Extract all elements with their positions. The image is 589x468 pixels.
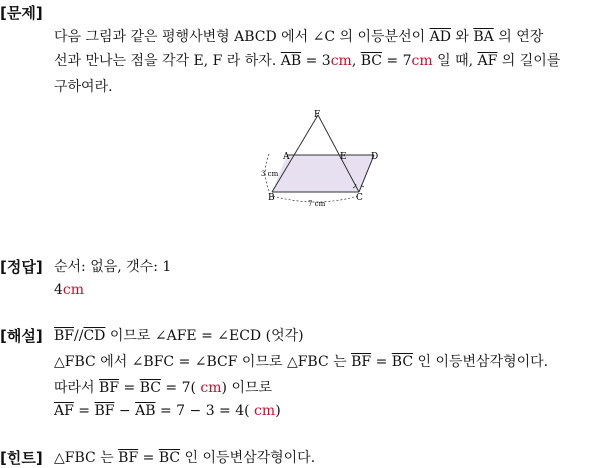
unit-cm: cm	[330, 53, 352, 69]
unit-cm: cm	[62, 282, 85, 298]
unit-cm: cm	[411, 53, 433, 69]
unit-cm: cm	[249, 403, 276, 419]
unit-cm: cm	[195, 380, 222, 396]
problem-line-3: 구하여라.	[54, 79, 113, 95]
length-bc-label: 7 cm	[308, 200, 326, 208]
explanation-line-3: 따라서 $\overline{BF} = \overline{BC} = 7$( cm) 이므로	[54, 380, 273, 396]
hint-line: △FBC 는 $\overline{BF} = \overline{BC}$ 인 이등변삼각형이다.	[54, 450, 316, 466]
point-d-label: D	[371, 152, 379, 162]
problem-label: [문제]	[0, 4, 43, 22]
explanation-line-1: $\overline{BF}//\overline{CD}$ 이므로 ∠AFE = ∠ECD (엇각)	[54, 328, 304, 344]
answer-label: [정답]	[0, 258, 43, 276]
segment-ba: $\overline{BA}$	[473, 29, 494, 45]
answer-meta: 순서: 없음, 갯수: 1	[54, 259, 172, 275]
answer-value: 4cm	[54, 282, 85, 298]
explanation-label: [해설]	[0, 327, 43, 345]
parallelogram-figure	[252, 108, 388, 212]
segment-bc: $\overline{BC}$	[360, 53, 382, 69]
segment-ab: $\overline{AB}$	[280, 53, 302, 69]
point-b-label: B	[268, 193, 275, 203]
segment-ad: $\overline{AD}$	[429, 29, 451, 45]
point-f-label: F	[314, 110, 321, 120]
length-ab-label: 3 cm	[261, 170, 279, 178]
segment-af: $\overline{AF}$	[477, 53, 498, 69]
explanation-line-4: $\overline{AF} = \overline{BF} - \overline{AB} = 7 - 3 = 4$( cm)	[54, 403, 281, 419]
point-c-label: C	[356, 193, 363, 203]
problem-line-1: 다음 그림과 같은 평행사변형 ABCD 에서 ∠C 의 이등분선이 $\overline{AD}$ 와 $\overline{BA}$ 의 연장	[54, 29, 544, 45]
problem-line-2: 선과 만나는 점을 각각 E, F 라 하자. $\overline{AB} = 3cm$, $\overline{BC} = 7cm$ 일 때, $\overline{AF}$ 의 길이를	[54, 53, 561, 69]
hint-label: [힌트]	[0, 449, 43, 467]
point-a-label: A	[283, 152, 290, 162]
explanation-line-2: △FBC 에서 ∠BFC = ∠BCF 이므로 △FBC 는 $\overline{BF} = \overline{BC}$ 인 이등변삼각형이다.	[54, 354, 549, 370]
point-e-label: E	[340, 152, 347, 162]
